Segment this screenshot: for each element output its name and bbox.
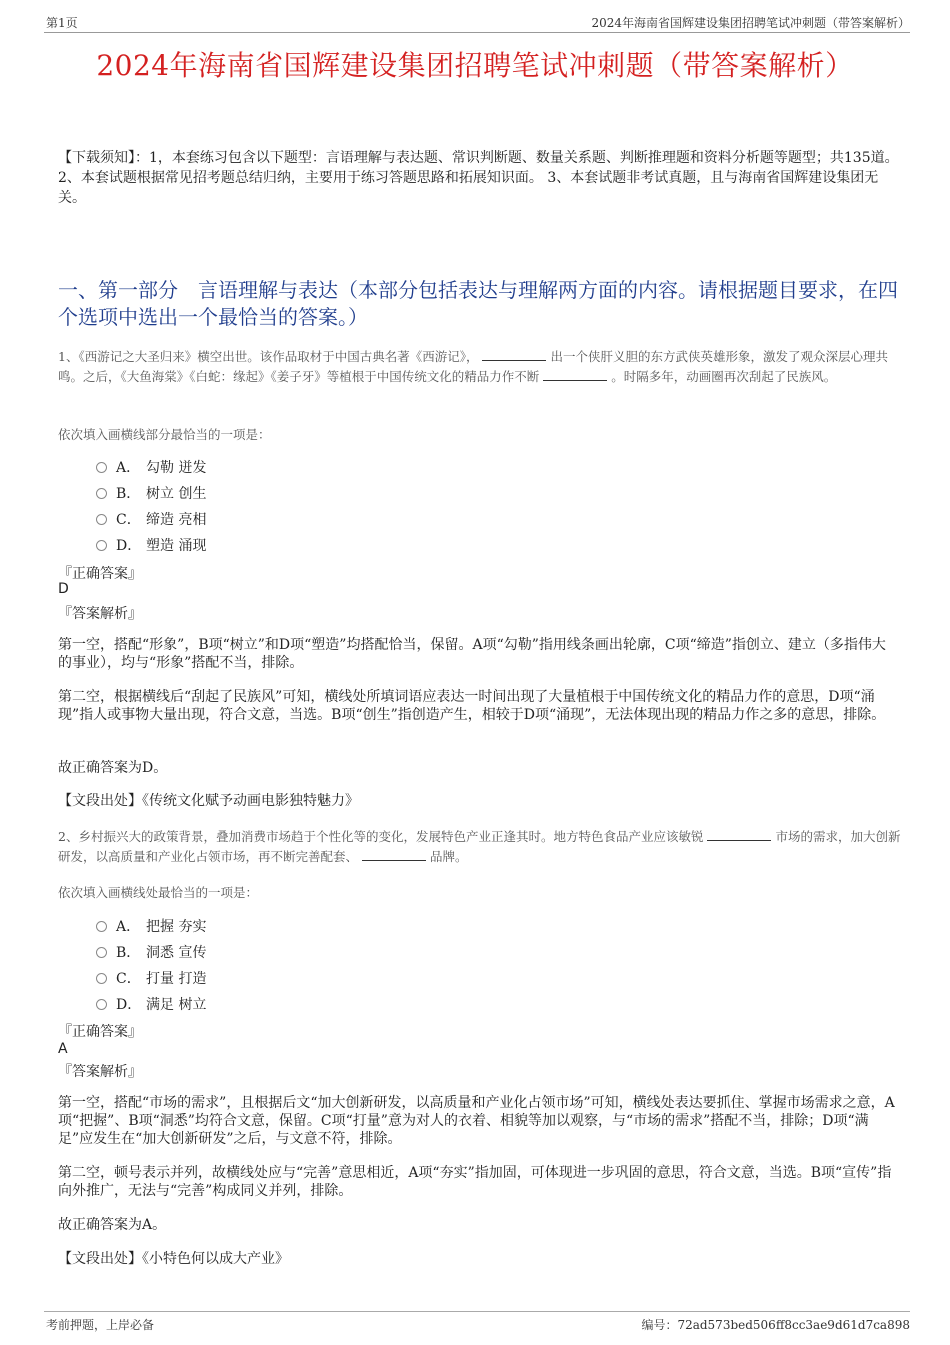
q2-analysis-p3: 故正确答案为A。: [58, 1217, 167, 1233]
q2-option-c[interactable]: C． 打量 打造: [96, 968, 206, 988]
radio-icon[interactable]: [96, 999, 107, 1010]
q1-option-c[interactable]: C． 缔造 亮相: [96, 509, 206, 529]
q2-analysis-p2: 第二空，顿号表示并列，故横线处应与“完善”意思相近，A项“夯实”指加固，可体现进一步巩固的意思，符合文意，当选。B项“宣传”指向外推广，无法与“完善”构成同义并列，排除。: [58, 1165, 892, 1199]
q1-analysis-label: 『答案解析』: [58, 606, 142, 622]
q2-analysis-p1: 第一空，搭配“市场的需求”，且根据后文“加大创新研发，以高质量和产业化占领市场”可知，横线处表达要抓住、掌握市场需求之意，A项“把握”、B项“洞悉”均符合文意，保留。C项“打量”意为对人的衣着、相貌等加以观察，与“市场的需求”搭配不当，排除；D项“满足”应发生在“加大创新研发”之后，与文意不符，排除。: [58, 1095, 895, 1147]
q2-prompt: 依次填入画横线处最恰当的一项是：: [58, 885, 259, 900]
q2-option-b[interactable]: B． 洞悉 宣传: [96, 942, 206, 962]
q1-option-d[interactable]: D． 塑造 涌现: [96, 535, 206, 555]
radio-icon[interactable]: [96, 514, 107, 525]
question-2-text: [58, 827, 903, 867]
header-divider: [44, 32, 910, 33]
q1-blank-1: [482, 348, 546, 361]
q1-text-part-a: 1、《西游记之大圣归来》横空出世。该作品取材于中国古典名著《西游记》，: [58, 349, 479, 364]
q1-text-part-c: 。时隔多年，动画圈再次刮起了民族风。: [611, 369, 837, 384]
q1-analysis-p1: 第一空，搭配“形象”，B项“树立”和D项“塑造”均搭配恰当，保留。A项“勾勒”指用线条画出轮廓，C项“缔造”指创立、建立（多指伟大的事业），均与“形象”搭配不当，排除。: [58, 637, 886, 671]
q2-option-a[interactable]: A． 把握 夯实: [96, 916, 206, 936]
q1-analysis-p3: 故正确答案为D。: [58, 760, 168, 776]
footer-slogan: 考前押题，上岸必备: [46, 1318, 155, 1332]
q2-option-d[interactable]: D． 满足 树立: [96, 994, 206, 1014]
page-title: 2024年海南省国辉建设集团招聘笔试冲刺题（带答案解析）: [96, 49, 854, 82]
q2-correct-label: 『正确答案』: [58, 1024, 142, 1040]
q2-blank-2: [362, 848, 426, 861]
q1-prompt: 依次填入画横线部分最恰当的一项是：: [58, 427, 271, 442]
q1-source: 【文段出处】《传统文化赋予动画电影独特魅力》: [58, 793, 359, 809]
radio-icon[interactable]: [96, 947, 107, 958]
q1-correct-answer: D: [58, 581, 69, 597]
q2-source: 【文段出处】《小特色何以成大产业》: [58, 1251, 289, 1267]
q1-analysis-p2: 第二空，根据横线后“刮起了民族风”可知，横线处所填词语应表达一时间出现了大量植根于中国传统文化的精品力作的意思，D项“涌现”指人或事物大量出现，符合文意，当选。B项“创生”指创造产生，相较于D项“涌现”，无法体现出现的精品力作之多的意思，排除。: [58, 689, 886, 723]
q1-blank-2: [543, 368, 607, 381]
question-1-text: [58, 347, 903, 387]
q1-correct-label: 『正确答案』: [58, 566, 142, 582]
q2-blank-1: [707, 828, 771, 841]
header-doc-title: 2024年海南省国辉建设集团招聘笔试冲刺题（带答案解析）: [591, 16, 910, 30]
footer-divider: [44, 1311, 910, 1312]
q2-text-part-a: 2、乡村振兴大的政策背景，叠加消费市场趋于个性化等的变化，发展特色产业正逢其时。地方特色食品产业应该敏锐: [58, 829, 704, 844]
page-number: 第1页: [46, 16, 78, 30]
q2-analysis-label: 『答案解析』: [58, 1064, 142, 1080]
radio-icon[interactable]: [96, 540, 107, 551]
radio-icon[interactable]: [96, 921, 107, 932]
q1-option-a[interactable]: A． 勾勒 迸发: [96, 457, 206, 477]
download-notice: 【下载须知】：1，本套练习包含以下题型：言语理解与表达题、常识判断题、数量关系题、判断推理题和资料分析题等题型；共135道。 2、本套试题根据常见招考题总结归纳，主要用于练习答题思路和拓展知识面。 3、本套试题非考试真题，且与海南省国辉建设集团无关。: [58, 150, 899, 206]
q2-text-part-c: 品牌。: [430, 849, 468, 864]
radio-icon[interactable]: [96, 488, 107, 499]
q1-text-part-b: 出一个侠肝义胆的东方武侠英雄形象，激发了观众深层心理共鸣。之后，《大鱼海棠》《白蛇：缘起》《姜子牙》等植根于中国传统文化的精品力作不断: [58, 349, 888, 384]
q1-option-b[interactable]: B． 树立 创生: [96, 483, 206, 503]
radio-icon[interactable]: [96, 973, 107, 984]
radio-icon[interactable]: [96, 462, 107, 473]
q2-text-part-b: 市场的需求，加大创新研发，以高质量和产业化占领市场，再不断完善配套、: [58, 829, 901, 864]
section-heading: 一、第一部分 言语理解与表达（本部分包括表达与理解两方面的内容。请根据题目要求，在四个选项中选出一个最恰当的答案。）: [58, 278, 898, 329]
footer-doc-id: 编号：72ad573bed506ff8cc3ae9d61d7ca898: [641, 1318, 910, 1332]
q2-correct-answer: A: [58, 1041, 68, 1057]
